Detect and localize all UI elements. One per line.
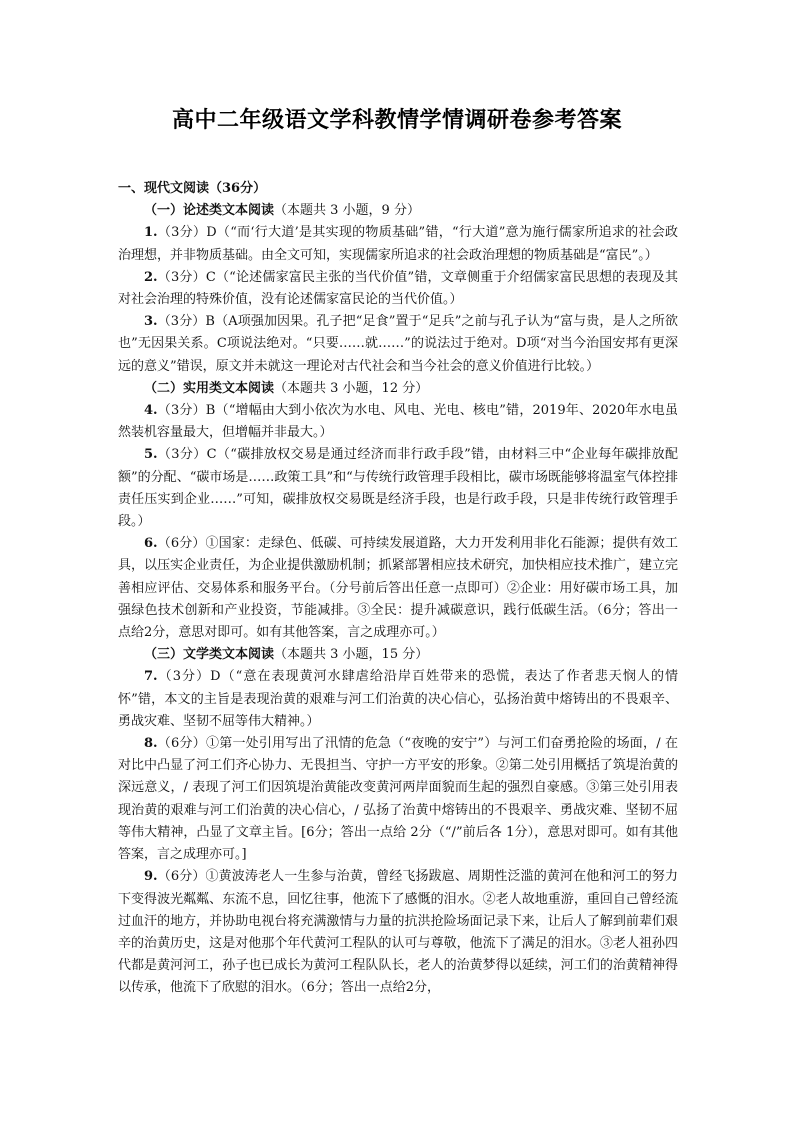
answer-item-3 bbox=[118, 311, 678, 378]
answer-text: （3分）B（“增幅由大到小依次为水电、风电、光电、核电”错，2019年、2020年水电虽然装机容量最大，但增幅并非最大。） bbox=[118, 403, 678, 441]
question-number: 1. bbox=[144, 225, 158, 241]
answer-text: （6分）①黄波涛老人一生参与治黄，曾经飞扬跋扈、周期性泛滥的黄河在他和河工的努力下变得波光粼粼、东流不息，回忆往事，他流下了感慨的泪水。②老人故地重游，重回自己曾经流过血汗的地方，并协助电视台将充满激情与力量的抗洪抢险场面记录下来，让后人了解到前辈们艰辛的治黄历史，这是对他那个年代黄河工程队的认可与尊敬，他流下了满足的泪水。③老人祖孙四代都是黄河河工，孙子也已成长为黄河工程队队长，老人的治黄梦得以延续，河工们的治黄精神得以传承，他流下了欣慰的泪水。（6分；答出一点给2分， bbox=[118, 869, 678, 996]
subsection-heading-practical bbox=[118, 378, 678, 400]
answer-item-5 bbox=[118, 444, 678, 533]
answer-text: （3分）D（“意在表现黄河水肆虐给沿岸百姓带来的恐慌，表达了作者悲天悯人的情怀”错，本文的主旨是表现治黄的艰难与河工们治黄的决心信心，弘扬治黄中熔铸出的不畏艰辛、勇战灾难、坚韧不屈等伟大精神。） bbox=[118, 669, 678, 729]
answer-item-7 bbox=[118, 666, 678, 733]
subsection-title: （二）实用类文本阅读 bbox=[144, 380, 275, 396]
subsection-note: （本题共 3 小题，9 分） bbox=[274, 203, 420, 219]
answer-text: （6分）①第一处引用写出了汛情的危急（“夜晚的安宁”）与河工们奋勇抢险的场面，/ 在对比中凸显了河工们齐心协力、无畏担当、守护一方平安的形象。②第二处引用概括了筑堤治黄的深远意义，/ 表现了河工们因筑堤治黄能改变黄河两岸面貌而生起的强烈自豪感。③第三处引用表现治黄的艰难与河工们治黄的决心信心，/ 弘扬了治黄中熔铸出的不畏艰辛、勇战灾难、坚韧不屈等伟大精神，凸显了文章主旨。[6分；答出一点给 2分（“/”前后各 1分），意思对即可。如有其他答案，言之成理亦可。] bbox=[118, 736, 678, 863]
answer-text: （3分）B（A项强加因果。孔子把“足食”置于“足兵”之前与孔子认为“富与贵，是人之所欲也”无因果关系。C项说法绝对。“只要……就……”的说法过于绝对。D项“对当今治国安邦有更深远的意义”错误，原文并未就这一理论对古代社会和当今社会的意义价值进行比较。） bbox=[118, 314, 678, 374]
answer-item-6 bbox=[118, 533, 678, 644]
answer-content bbox=[118, 178, 678, 1000]
subsection-title: （一）论述类文本阅读 bbox=[144, 203, 275, 219]
answer-item-1 bbox=[118, 222, 678, 266]
subsection-heading-literary bbox=[118, 644, 678, 666]
subsection-title: （三）文学类文本阅读 bbox=[144, 647, 275, 663]
subsection-heading-argumentative bbox=[118, 200, 678, 222]
answer-item-9 bbox=[118, 866, 678, 999]
answer-item-4 bbox=[118, 400, 678, 444]
question-number: 9. bbox=[144, 869, 158, 885]
subsection-note: （本题共 3 小题，15 分） bbox=[274, 647, 429, 663]
question-number: 5. bbox=[144, 447, 158, 463]
document-title: 高中二年级语文学科教情学情调研卷参考答案 bbox=[171, 107, 622, 133]
answer-item-2 bbox=[118, 267, 678, 311]
question-number: 8. bbox=[144, 736, 158, 752]
question-number: 6. bbox=[144, 536, 158, 552]
question-number: 4. bbox=[144, 403, 158, 419]
answer-text: （3分）C（“碳排放权交易是通过经济而非行政手段”错，由材料三中“企业每年碳排放配额”的分配、“碳市场是……政策工具”和“与传统行政管理手段相比，碳市场既能够将温室气体控排责任压实到企业……”可知，碳排放权交易既是经济手段，也是行政手段，只是非传统行政管理手段。） bbox=[118, 447, 678, 530]
answer-text: （3分）C（“论述儒家富民主张的当代价值”错，文章侧重于介绍儒家富民思想的表现及其对社会治理的特殊价值，没有论述儒家富民论的当代价值。） bbox=[118, 269, 678, 308]
answer-text: （3分）D（“而‘行大道’是其实现的物质基础”错，“行大道”意为施行儒家所追求的社会政治理想，并非物质基础。由全文可知，实现儒家所追求的社会政治理想的物质基础是“富民”。） bbox=[118, 225, 678, 263]
subsection-note: （本题共 3 小题，12 分） bbox=[274, 380, 429, 396]
question-number: 7. bbox=[144, 669, 158, 685]
question-number: 2. bbox=[144, 269, 158, 285]
section-heading-modern-reading: 一、现代文阅读（36分） bbox=[118, 181, 267, 196]
answer-text: （6分）①国家：走绿色、低碳、可持续发展道路，大力开发利用非化石能源；提供有效工具，以压实企业责任，为企业提供激励机制；抓紧部署相应技术研究，加快相应技术推广，建立完善相应评估、交易体系和服务平台。（分号前后答出任意一点即可）②企业：用好碳市场工具，加强绿色技术创新和产业投资，节能减排。③全民：提升减碳意识，践行低碳生活。（6分；答出一点给2分，意思对即可。如有其他答案，言之成理亦可。） bbox=[118, 536, 678, 641]
answer-item-8 bbox=[118, 733, 678, 866]
question-number: 3. bbox=[144, 314, 158, 330]
